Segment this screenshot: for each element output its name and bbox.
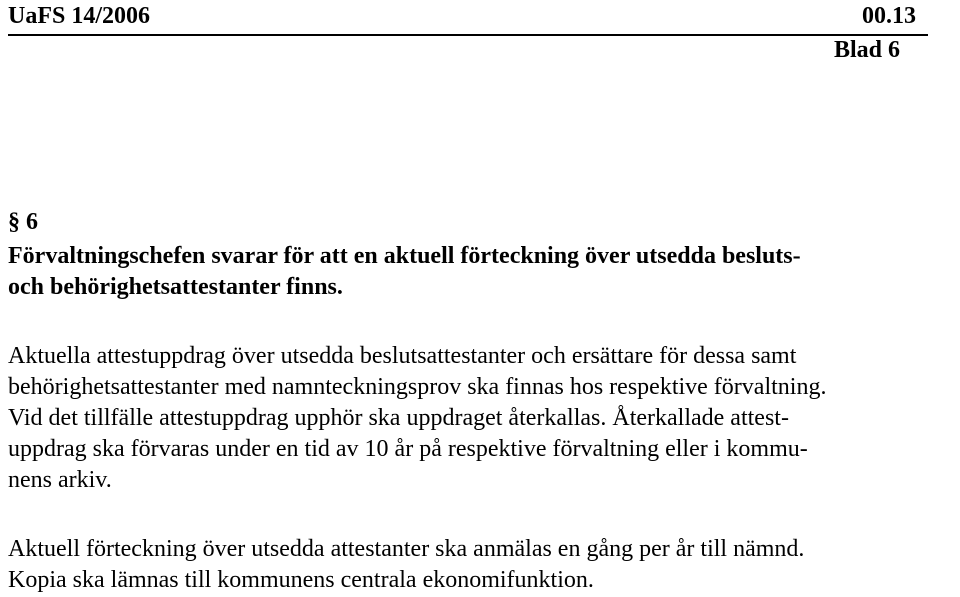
paragraph-line: nens arkiv. — [8, 467, 112, 493]
section-number: § 6 — [8, 209, 38, 235]
document-reference: UaFS 14/2006 — [8, 3, 151, 29]
page-header — [8, 0, 928, 36]
paragraph-line: behörighetsattestanter med namnteckningsprov ska finnas hos respektive förvaltning. — [8, 374, 827, 400]
paragraph-attestuppdrag — [8, 341, 948, 496]
paragraph-line: Aktuell förteckning över utsedda attestanter ska anmälas en gång per år till nämnd. — [8, 536, 805, 562]
section-title-line: och behörighetsattestanter finns. — [8, 274, 343, 300]
section-title-line: Förvaltningschefen svarar för att en aktuell förteckning över utsedda besluts- — [8, 243, 801, 269]
paragraph-forteckning — [8, 534, 948, 596]
sheet-number: Blad 6 — [833, 37, 900, 63]
paragraph-line: Vid det tillfälle attestuppdrag upphör ska uppdraget återkallas. Återkallade attest- — [8, 405, 789, 431]
paragraph-line: Aktuella attestuppdrag över utsedda beslutsattestanter och ersättare för dessa samt — [8, 343, 797, 369]
paragraph-line: Kopia ska lämnas till kommunens centrala ekonomifunktion. — [8, 567, 594, 593]
section-title — [8, 241, 938, 303]
document-date: 00.13 — [862, 3, 916, 29]
paragraph-line: uppdrag ska förvaras under en tid av 10 år på respektive förvaltning eller i kommu- — [8, 436, 808, 462]
